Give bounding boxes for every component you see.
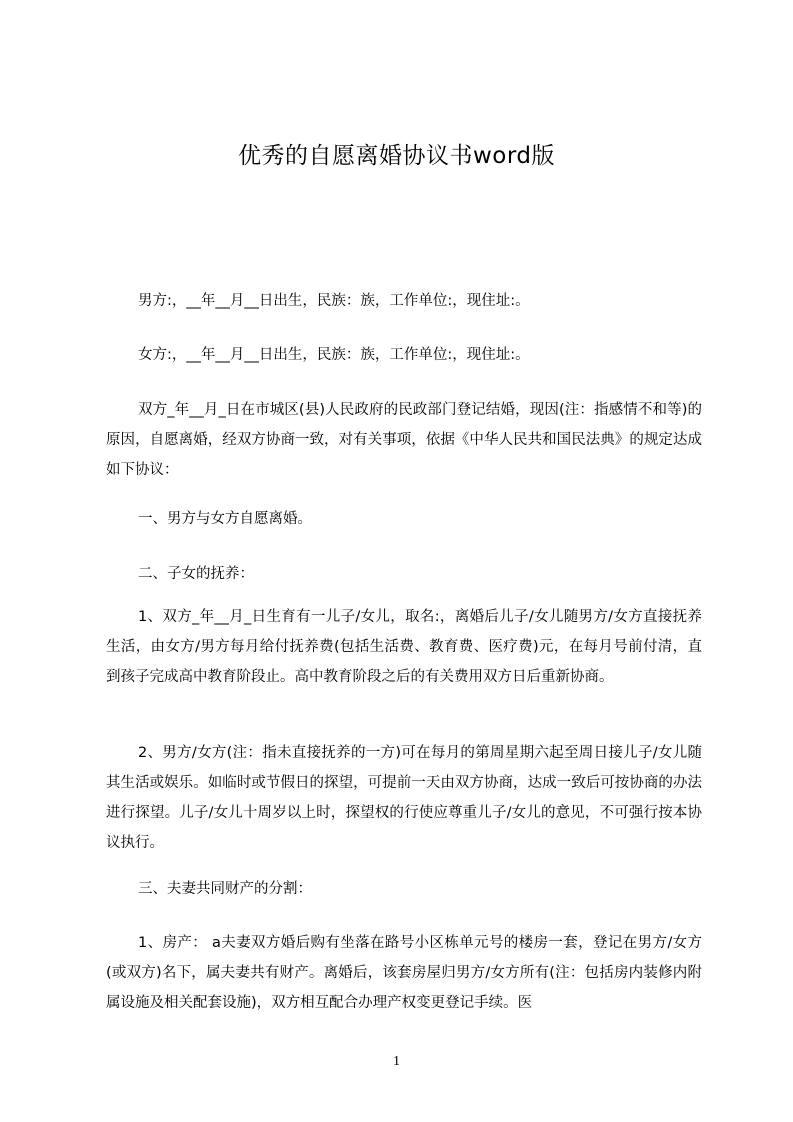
paragraph-section-2-heading: 二、子女的抚养： bbox=[138, 566, 254, 582]
page-number: 1 bbox=[393, 1054, 400, 1069]
paragraph-preamble: 双方_年__月_日在市城区(县)人民政府的民政部门登记结婚，现因(注：指感情不和等)的原因，自愿离婚，经双方协商一致，对有关事项，依据《中华人民共和国民法典》的规定达成如下协议： bbox=[106, 402, 702, 478]
paragraph-section-2-item-2: 2、男方/女方(注：指未直接抚养的一方)可在每月的第周星期六起至周日接儿子/女儿随其生活或娱乐。如临时或节假日的探望，可提前一天由双方协商，达成一致后可按协商的办法进行探望。儿子/女儿十周岁以上时，探望权的行使应尊重儿子/女儿的意见，不可强行按本协议执行。 bbox=[106, 745, 702, 851]
document-title: 优秀的自愿离婚协议书word版 bbox=[237, 143, 556, 169]
paragraph-section-3-item-1: 1、房产： a夫妻双方婚后购有坐落在路号小区栋单元号的楼房一套，登记在男方/女方(或双方)名下，属夫妻共有财产。离婚后，该套房屋归男方/女方所有(注：包括房内装修内附属设施及相关配套设施)，双方相互配合办理产权变更登记手续。医 bbox=[106, 935, 702, 1011]
paragraph-section-2-item-1: 1、双方_年__月_日生育有一儿子/女儿，取名:，离婚后儿子/女儿随男方/女方直接抚养生活，由女方/男方每月给付抚养费(包括生活费、教育费、医疗费)元，在每月号前付清，直到孩子完成高中教育阶段止。高中教育阶段之后的有关费用双方日后重新协商。 bbox=[106, 609, 702, 685]
paragraph-male-party: 男方:，__年__月__日出生，民族：族，工作单位:，现住址:。 bbox=[138, 293, 530, 309]
paragraph-section-1: 一、男方与女方自愿离婚。 bbox=[138, 511, 312, 527]
paragraph-female-party: 女方:，__年__月__日出生，民族：族，工作单位:，现住址:。 bbox=[138, 347, 530, 363]
paragraph-section-3-heading: 三、夫妻共同财产的分割： bbox=[138, 881, 312, 897]
